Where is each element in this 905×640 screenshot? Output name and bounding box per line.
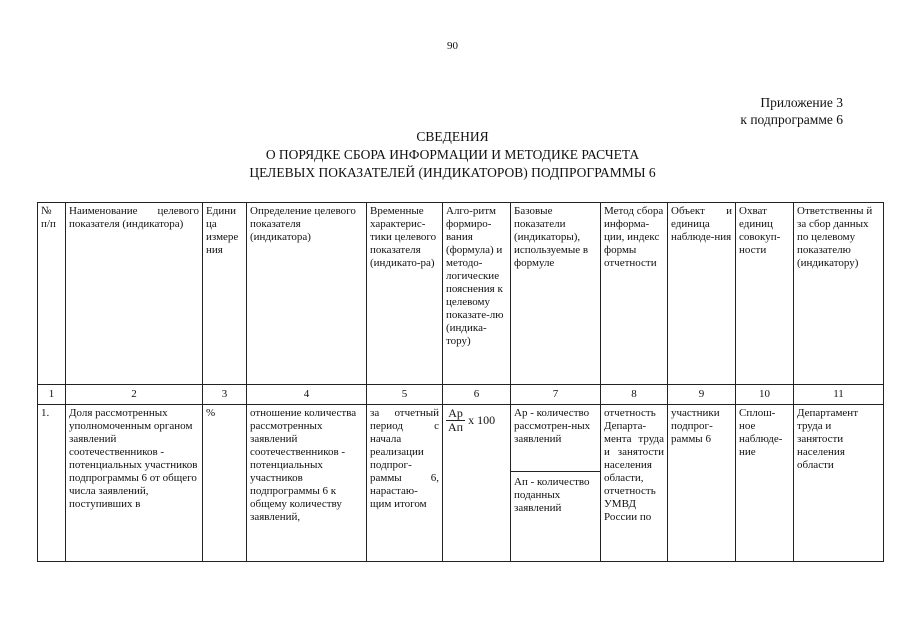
column-number: 1 bbox=[38, 385, 66, 405]
header-cell: Метод сбора информа-ции, индекс формы отчетности bbox=[601, 203, 668, 385]
page-number: 90 bbox=[447, 40, 458, 52]
indicator-definition: отношение количества рассмотренных заявлений соотечественников - потенциальных участников подпрограммы 6 к общему количеству заявлений, bbox=[247, 405, 367, 562]
coverage: Сплош-ное наблюде-ние bbox=[736, 405, 794, 562]
column-number: 8 bbox=[601, 385, 668, 405]
column-number: 9 bbox=[668, 385, 736, 405]
row-number: 1. bbox=[38, 405, 66, 562]
column-number: 7 bbox=[511, 385, 601, 405]
appendix-note bbox=[740, 94, 843, 128]
header-cell: Определение целевого показателя (индикатора) bbox=[247, 203, 367, 385]
table-header-row bbox=[38, 203, 884, 385]
base-indicator-ar: Ар - количество рассмотрен-ных заявлений bbox=[511, 405, 600, 472]
fraction bbox=[446, 407, 465, 434]
header-cell: Алго-ритм формиро-вания (формула) и методо-логические пояснения к целевому показате-лю (индика-тору) bbox=[443, 203, 511, 385]
header-cell: Временные характерис-тики целевого показателя (индикато-ра) bbox=[367, 203, 443, 385]
heading-line-2: О ПОРЯДКЕ СБОРА ИНФОРМАЦИИ И МЕТОДИКЕ РАСЧЕТА bbox=[265, 147, 640, 162]
responsible-party: Департамент труда и занятости населения области bbox=[794, 405, 884, 562]
unit-of-measure: % bbox=[203, 405, 247, 562]
table-row bbox=[38, 405, 884, 562]
column-number: 4 bbox=[247, 385, 367, 405]
formula-multiplier: x 100 bbox=[468, 413, 496, 427]
base-indicator-ap: Ап - количество поданных заявлений bbox=[514, 476, 590, 514]
time-characteristics: за отчетный период с начала реализации подпрог-раммы 6, нарастаю-щим итогом bbox=[367, 405, 443, 562]
heading-line-1: СВЕДЕНИЯ bbox=[416, 129, 489, 144]
column-number: 11 bbox=[794, 385, 884, 405]
header-cell: Базовые показатели (индикаторы), используемые в формуле bbox=[511, 203, 601, 385]
column-number: 3 bbox=[203, 385, 247, 405]
formula-cell bbox=[443, 405, 511, 562]
indicators-table bbox=[37, 202, 884, 562]
collection-method: отчетность Департа-мента труда и занятости населения области, отчетность УМВД России по bbox=[601, 405, 668, 562]
base-indicators-cell bbox=[511, 405, 601, 562]
column-number-row bbox=[38, 385, 884, 405]
appendix-line-2: к подпрограмме 6 bbox=[740, 112, 843, 127]
header-cell: Ответственны й за сбор данных по целевому показателю (индикатору) bbox=[794, 203, 884, 385]
indicator-name: Доля рассмотренных уполномоченным органом заявлений соотечественников - потенциальных участников подпрограммы 6 от общего числа заявлений, поступивших в bbox=[66, 405, 203, 562]
formula-denominator: Ап bbox=[448, 420, 464, 434]
column-number: 10 bbox=[736, 385, 794, 405]
header-cell: № п/п bbox=[38, 203, 66, 385]
header-cell: Охват единиц совокуп-ности bbox=[736, 203, 794, 385]
column-number: 6 bbox=[443, 385, 511, 405]
header-cell: Едини ца измере ния bbox=[203, 203, 247, 385]
formula-numerator: Ар bbox=[448, 406, 463, 420]
column-number: 2 bbox=[66, 385, 203, 405]
header-cell: Наименование целевого показателя (индикатора) bbox=[66, 203, 203, 385]
formula bbox=[446, 407, 507, 434]
observation-object: участники подпрог-раммы 6 bbox=[668, 405, 736, 562]
appendix-line-1: Приложение 3 bbox=[760, 95, 843, 110]
header-cell: Объект и единица наблюде-ния bbox=[668, 203, 736, 385]
heading-line-3: ЦЕЛЕВЫХ ПОКАЗАТЕЛЕЙ (ИНДИКАТОРОВ) ПОДПРОГРАММЫ 6 bbox=[249, 165, 656, 180]
document-heading bbox=[0, 128, 905, 182]
column-number: 5 bbox=[367, 385, 443, 405]
